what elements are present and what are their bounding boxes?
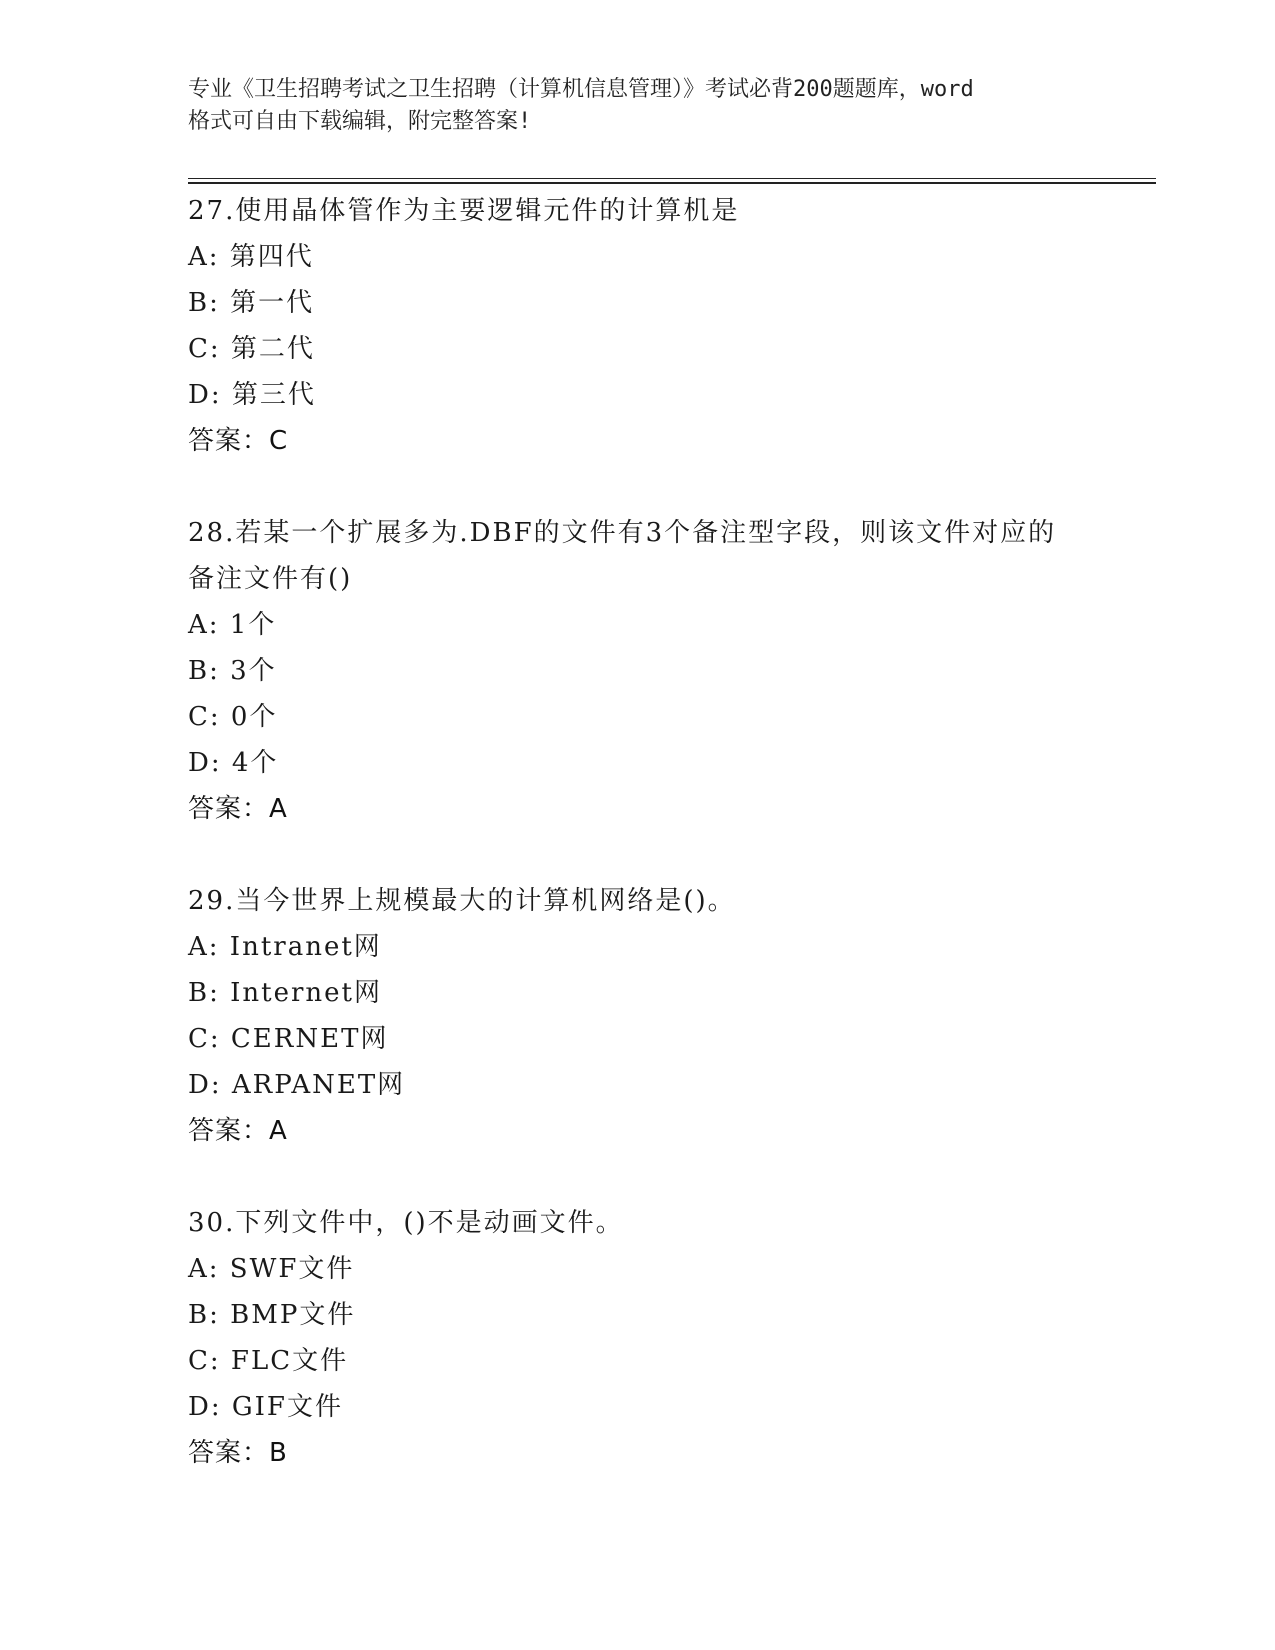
question-28 [188, 510, 1108, 832]
question-gap [188, 464, 1108, 510]
question-stem: 30.下列文件中，()不是动画文件。 [188, 1208, 624, 1238]
question-stem: 29.当今世界上规模最大的计算机网络是()。 [188, 886, 736, 916]
question-stem: 28.若某一个扩展多为.DBF的文件有3个备注型字段，则该文件对应的备注文件有() [188, 518, 1057, 594]
question-list [188, 188, 1108, 1476]
option-d: D: ARPANET网 [188, 1070, 406, 1100]
option-a: A: SWF文件 [188, 1254, 355, 1284]
option-a: A: Intranet网 [188, 932, 382, 962]
question-gap [188, 1154, 1108, 1200]
question-stem: 27.使用晶体管作为主要逻辑元件的计算机是 [188, 196, 740, 226]
option-c: C: 0个 [188, 702, 278, 732]
answer: 答案：B [188, 1438, 288, 1468]
option-b: B: 3个 [188, 656, 277, 686]
answer: 答案：C [188, 426, 289, 456]
document-header: 专业《卫生招聘考试之卫生招聘（计算机信息管理）》考试必背200题题库，word 格式可自由下载编辑，附完整答案! [188, 77, 974, 134]
option-a: A: 第四代 [188, 242, 314, 272]
question-30 [188, 1200, 1108, 1476]
option-b: B: BMP文件 [188, 1300, 356, 1330]
question-29 [188, 878, 1108, 1154]
header-divider-thick [188, 182, 1156, 184]
option-b: B: 第一代 [188, 288, 315, 318]
answer: 答案：A [188, 1116, 288, 1146]
answer: 答案：A [188, 794, 288, 824]
option-b: B: Internet网 [188, 978, 382, 1008]
question-gap [188, 832, 1108, 878]
option-a: A: 1个 [188, 610, 277, 640]
option-c: C: CERNET网 [188, 1024, 389, 1054]
header-divider-thin [188, 178, 1156, 179]
option-d: D: 4个 [188, 748, 279, 778]
option-d: D: 第三代 [188, 380, 316, 410]
option-d: D: GIF文件 [188, 1392, 343, 1422]
option-c: C: FLC文件 [188, 1346, 349, 1376]
question-27 [188, 188, 1108, 464]
option-c: C: 第二代 [188, 334, 315, 364]
